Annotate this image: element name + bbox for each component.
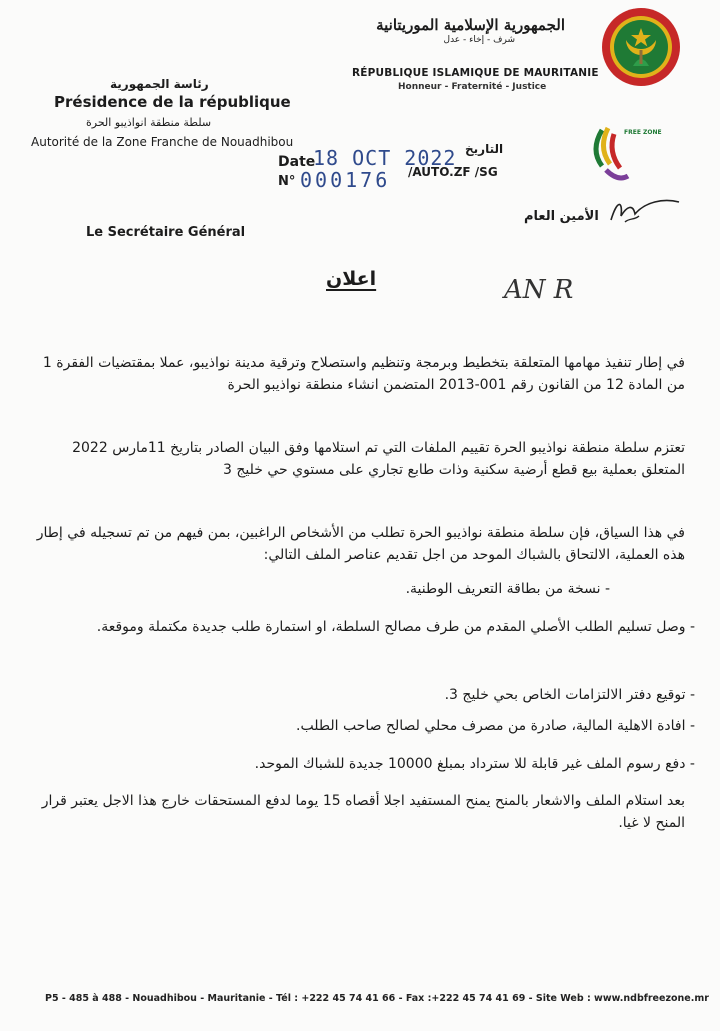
secretary-general-arabic: الأمين العام [524, 209, 599, 224]
svg-text:AN R: AN R [504, 275, 574, 305]
list-item: - نسخة من بطاقة التعريف الوطنية. [405, 581, 610, 597]
free-zone-logo-text: FREE ZONE [624, 129, 662, 136]
date-label-arabic: التاريخ [465, 142, 504, 156]
presidency-arabic: رئاسة الجمهورية [110, 77, 209, 91]
authority-arabic: سلطة منطقة انواذيبو الحرة [86, 116, 212, 129]
paragraph-evaluation: تعتزم سلطة منطقة نواذيبو الحرة تقييم الملفات التي تم استلامها وفق البيان الصادر بتاريخ 11مارس 2022 المتعلق بعملية بيع قطع أرضية سكنية وذات طابع تجاري على مستوي حي خليج 3 [72, 440, 685, 478]
presidency-french: Présidence de la république [54, 93, 291, 111]
republic-name-arabic: الجمهورية الإسلامية الموريتانية [376, 16, 565, 34]
date-stamp: 18 OCT 2022 [313, 146, 457, 170]
announcement-title: اعلان [326, 268, 377, 290]
authority-french: Autorité de la Zone Franche de Nouadhibou [31, 135, 294, 149]
paragraph-deadline: بعد استلام الملف والاشعار بالمنح يمنح المستفيد اجلا أقصاه 15 يوما لدفع المستحقات خارج هذا الاجل يعتبر قرار المنح لا غيا. [41, 793, 685, 831]
republic-name-french: RÉPUBLIQUE ISLAMIQUE DE MAURITANIE [352, 67, 599, 79]
secretary-general-french: Le Secrétaire Général [86, 225, 246, 240]
number-stamp: 000176 [300, 168, 391, 192]
list-item: - دفع رسوم الملف غير قابلة للا سترداد بمبلغ 10000 جديدة للشباك الموحد. [254, 756, 695, 772]
footer-contact: P5 - 485 à 488 - Nouadhibou - Mauritanie - Tél : +222 45 74 41 66 - Fax :+222 45 74 41 69 - Site Web : www.ndbfreezone.mr [45, 993, 709, 1004]
list-item: - وصل تسليم الطلب الأصلي المقدم من طرف مصالح السلطة، او استمارة طلب جديدة مكتملة وموقعة. [96, 619, 695, 635]
national-emblem-icon [600, 6, 682, 88]
number-label: N° [278, 174, 296, 189]
motto-french: Honneur - Fraternité - Justice [398, 82, 547, 92]
paragraph-request: في هذا السياق، فإن سلطة منطقة نواذيبو الحرة تطلب من الأشخاص الراغبين، بمن فيهم من تم تسجيله في إطار هذه العملية، الالتحاق بالشباك الموحد من اجل تقديم عناصر الملف التالي: [36, 525, 685, 563]
list-item: - افادة الاهلية المالية، صادرة من مصرف محلي لصالح صاحب الطلب. [296, 718, 695, 734]
reference-suffix: /AUTO.ZF /SG [408, 165, 498, 179]
signature-mark [605, 192, 685, 232]
free-zone-logo [588, 120, 670, 186]
paragraph-intro: في إطار تنفيذ مهامها المتعلقة بتخطيط وبرمجة وتنظيم واستصلاح وترقية مدينة نواذيبو، عملا بمقتضيات الفقرة 1 من المادة 12 من القانون رقم 001-2013 المتضمن انشاء منطقة نواذيبو الحرة [42, 355, 685, 393]
date-label: Date [278, 154, 316, 170]
list-item: - توقيع دفتر الالتزامات الخاص بحي خليج 3. [444, 687, 695, 703]
motto-arabic: شرف - إخاء - عدل [443, 35, 515, 45]
handwritten-annotation [500, 270, 580, 306]
